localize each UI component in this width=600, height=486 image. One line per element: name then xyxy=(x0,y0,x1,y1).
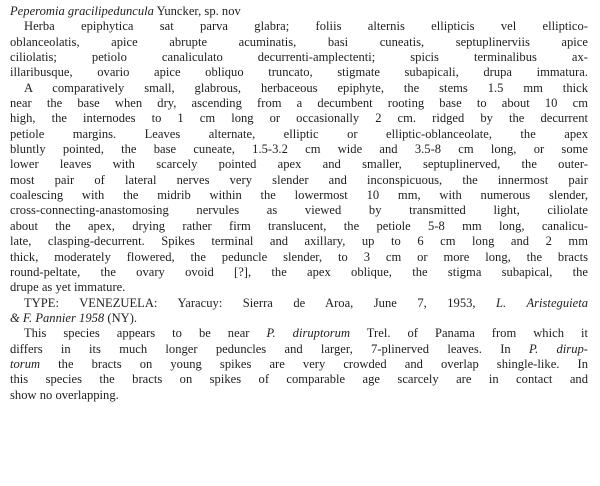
notes-line: show no overlapping. xyxy=(10,387,119,402)
description-line: round-peltate, the ovary ovoid [?], the apex oblique, the stigma subapical, the xyxy=(10,264,588,279)
notes-line xyxy=(10,326,588,341)
description-line: drupe as yet immature. xyxy=(10,280,126,295)
latin-diagnosis xyxy=(10,19,588,80)
notes-line xyxy=(10,342,588,357)
description-line: about the apex, drying rather firm translucent, the petiole 5-8 mm long, canalicu- xyxy=(10,218,588,233)
latin-line: illaribusque, ovario apice obliquo truncato, stigmate subapicali, drupa immatura. xyxy=(10,65,588,80)
description-line: cross-connecting-anastomosing nervules as viewed by transmitted light, ciliolate xyxy=(10,203,588,218)
description-line: bluntly pointed, the base cuneate, 1.5-3.2 cm wide and 3.5-8 cm long, or some xyxy=(10,142,588,157)
type-herbarium: (NY). xyxy=(104,310,138,325)
type-collectors: L. Aristeguieta xyxy=(496,295,589,310)
notes-line xyxy=(10,357,588,372)
species-reference: torum xyxy=(10,356,41,371)
notes-text: Trel. of Panama from which it xyxy=(350,326,588,341)
description-line: coalescing with the midrib within the lowermost 10 mm, with numerous slender, xyxy=(10,188,588,203)
description-paragraph xyxy=(10,81,588,296)
species-heading xyxy=(10,4,588,19)
notes-text: This species appears to be near xyxy=(24,326,267,341)
species-name: Peperomia gracilipeduncula xyxy=(10,4,154,18)
description-line: near the base when dry, ascending from a decumbent rooting base to about 10 cm xyxy=(10,96,588,111)
description-line: petiole margins. Leaves alternate, elliptic or elliptic-oblanceolate, the apex xyxy=(10,126,588,141)
type-collectors-continued: & F. Pannier 1958 xyxy=(10,310,105,325)
species-reference: P. dirup- xyxy=(529,341,588,356)
description-line: most pair of lateral nerves very slender and inconspicuous, the innermost pair xyxy=(10,172,588,187)
description-line: A comparatively small, glabrous, herbaceous epiphyte, the stems 1.5 mm thick xyxy=(24,80,588,95)
latin-line: Herba epiphytica sat parva glabra; foliis alternis ellipticis vel elliptico- xyxy=(24,19,588,34)
latin-line: oblanceolatis, apice abrupte acuminatis, basi cuneatis, septuplinerviis apice xyxy=(10,34,588,49)
notes-line: this species the bracts on spikes of comparable age scarcely are in contact and xyxy=(10,372,588,387)
species-author: Yuncker, sp. nov xyxy=(153,4,241,18)
description-line: thick, moderately flowered, the peduncle slender, to 3 cm or more long, the bracts xyxy=(10,249,588,264)
type-line xyxy=(10,296,588,311)
type-line xyxy=(10,311,588,326)
description-line: high, the internodes to 1 cm long or occasionally 2 cm. ridged by the decurrent xyxy=(10,111,588,126)
notes-paragraph xyxy=(10,326,588,403)
type-locality: TYPE: VENEZUELA: Yaracuy: Sierra de Aroa, June 7, 1953, xyxy=(24,295,497,310)
latin-line: ciliolatis; petiolo canaliculato decurrenti-amplectenti; spicis terminalibus ax- xyxy=(10,50,588,65)
description-line: late, clasping-decurrent. Spikes terminal and axillary, up to 6 cm long and 2 mm xyxy=(10,234,588,249)
notes-text: the bracts on young spikes are very crowded and overlap shingle-like. In xyxy=(40,356,588,371)
type-citation xyxy=(10,296,588,327)
description-line: lower leaves with scarcely pointed apex and smaller, septuplinerved, the outer- xyxy=(10,157,588,172)
species-reference: P. diruptorum xyxy=(266,326,351,341)
notes-text: differs in its much longer peduncles and larger, 7-plinerved leaves. In xyxy=(10,341,529,356)
